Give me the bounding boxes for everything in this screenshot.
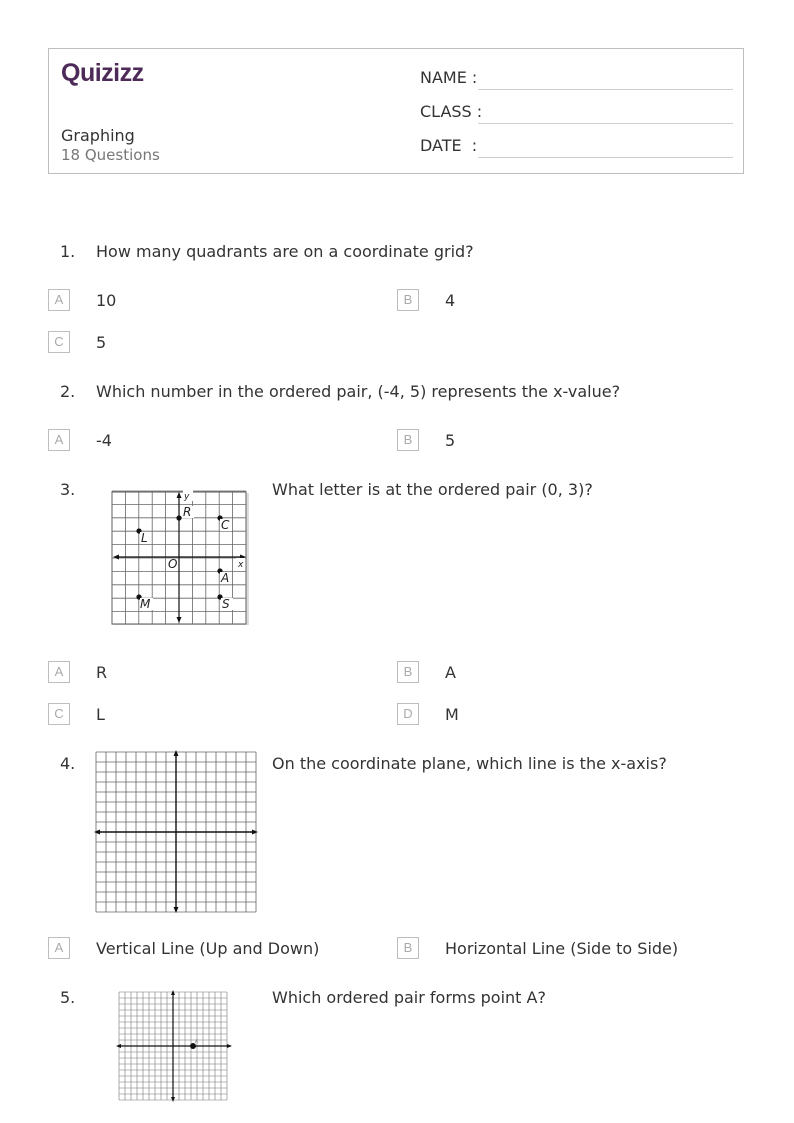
q1-option-a-text[interactable]: 10 xyxy=(96,291,117,310)
q5-coordinate-plane xyxy=(116,990,232,1102)
class-field[interactable] xyxy=(478,123,733,124)
question-4-text: On the coordinate plane, which line is the x-axis? xyxy=(272,754,667,773)
question-5-text: Which ordered pair forms point A? xyxy=(272,988,546,1007)
q3-option-a-box[interactable]: A xyxy=(48,661,70,683)
q2-option-a-box[interactable]: A xyxy=(48,429,70,451)
q3-coordinate-figure xyxy=(110,490,250,626)
q3-origin-label: O xyxy=(168,557,178,571)
q2-option-a-text[interactable]: -4 xyxy=(96,431,112,450)
q4-option-b-text[interactable]: Horizontal Line (Side to Side) xyxy=(445,939,679,958)
q3-label-c: C xyxy=(221,518,230,532)
q1-option-b-text[interactable]: 4 xyxy=(445,291,456,310)
worksheet-header xyxy=(48,48,744,174)
question-3-number: 3. xyxy=(60,480,76,499)
name-field[interactable] xyxy=(478,89,733,90)
q1-option-c-text[interactable]: 5 xyxy=(96,333,107,352)
date-label: DATE : xyxy=(420,136,478,155)
q1-option-b-box[interactable]: B xyxy=(397,289,419,311)
q2-option-b-text[interactable]: 5 xyxy=(445,431,456,450)
quizizz-logo: Quizizz xyxy=(61,59,144,87)
q4-option-a-box[interactable]: A xyxy=(48,937,70,959)
question-5-number: 5. xyxy=(60,988,76,1007)
q3-x-axis-label: x xyxy=(238,560,244,570)
q3-option-d-box[interactable]: D xyxy=(397,703,419,725)
question-4-number: 4. xyxy=(60,754,76,773)
question-1-number: 1. xyxy=(60,242,76,261)
q3-label-s: S xyxy=(222,597,230,611)
q3-option-b-box[interactable]: B xyxy=(397,661,419,683)
q3-label-l: L xyxy=(141,531,148,545)
q3-option-a-text[interactable]: R xyxy=(96,663,108,682)
q3-point-r xyxy=(176,515,181,520)
q4-option-a-text[interactable]: Vertical Line (Up and Down) xyxy=(96,939,320,958)
q5-point-a-label: A xyxy=(195,1039,198,1044)
q1-option-c-box[interactable]: C xyxy=(48,331,70,353)
question-3-text: What letter is at the ordered pair (0, 3)? xyxy=(272,480,593,499)
q1-option-a-box[interactable]: A xyxy=(48,289,70,311)
q3-option-b-text[interactable]: A xyxy=(445,663,456,682)
worksheet-title: Graphing xyxy=(61,126,135,145)
class-label: CLASS : xyxy=(420,102,483,121)
q3-option-c-box[interactable]: C xyxy=(48,703,70,725)
q3-option-d-text[interactable]: M xyxy=(445,705,459,724)
q4-coordinate-plane xyxy=(94,750,260,914)
q2-option-b-box[interactable]: B xyxy=(397,429,419,451)
date-field[interactable] xyxy=(478,157,733,158)
q4-option-b-box[interactable]: B xyxy=(397,937,419,959)
q3-label-a: A xyxy=(221,571,230,585)
q3-y-axis-label: y xyxy=(184,492,190,502)
q3-label-m: M xyxy=(140,597,151,611)
question-2-number: 2. xyxy=(60,382,76,401)
question-1-text: How many quadrants are on a coordinate grid? xyxy=(96,242,474,261)
q3-option-c-text[interactable]: L xyxy=(96,705,105,724)
q3-label-r: R xyxy=(183,505,192,519)
question-count: 18 Questions xyxy=(61,146,160,164)
question-2-text: Which number in the ordered pair, (-4, 5) represents the x-value? xyxy=(96,382,621,401)
name-label: NAME : xyxy=(420,68,478,87)
